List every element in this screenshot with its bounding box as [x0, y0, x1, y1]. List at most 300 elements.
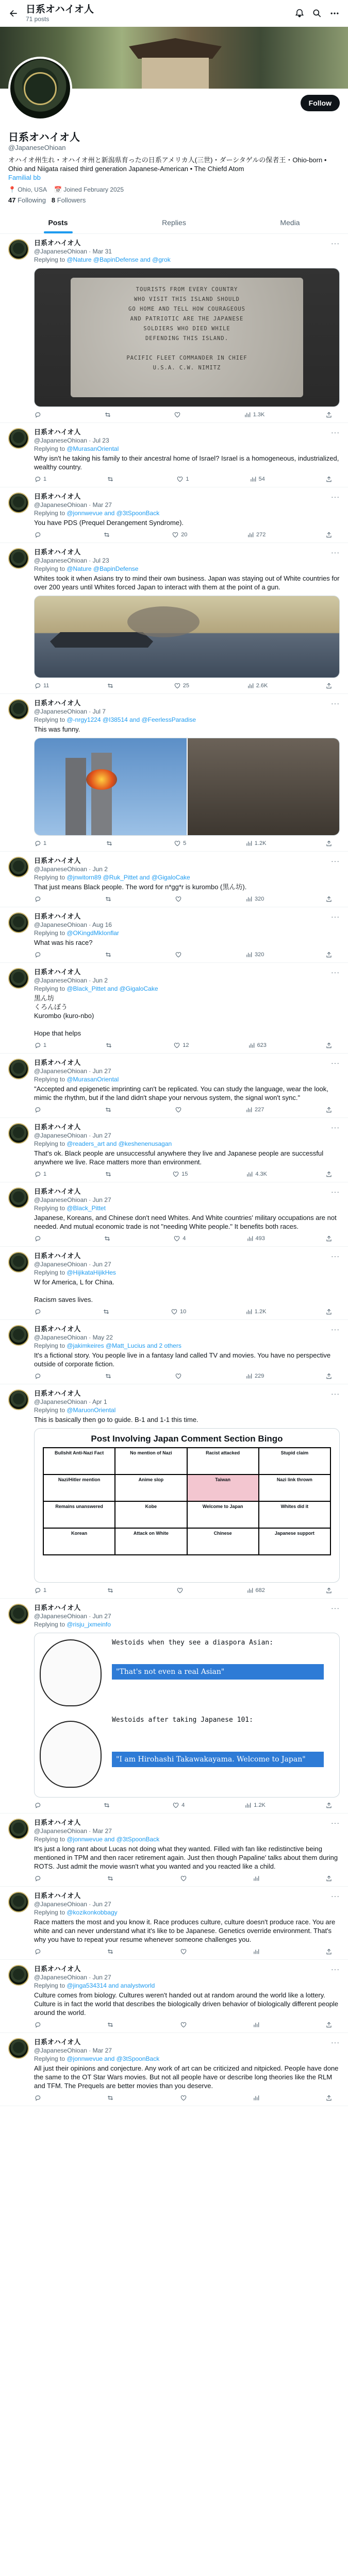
reply-button[interactable]: [34, 411, 43, 418]
tweet-avatar[interactable]: [8, 699, 29, 720]
tweet-handle[interactable]: @JapaneseOhioan: [34, 437, 87, 444]
tweet-more-icon[interactable]: ···: [331, 1965, 340, 1973]
views-button[interactable]: [245, 951, 264, 958]
tab-media[interactable]: Media: [280, 218, 300, 227]
retweet-button[interactable]: [107, 1587, 116, 1594]
tweet[interactable]: [0, 487, 348, 543]
share-button[interactable]: [325, 1587, 335, 1594]
tweet-handle[interactable]: @JapaneseOhioan: [34, 1132, 87, 1139]
followers-label[interactable]: Followers: [57, 196, 86, 204]
tweet-handle[interactable]: @JapaneseOhioan: [34, 2047, 87, 2054]
retweet-button[interactable]: [105, 1372, 114, 1380]
tweet-avatar[interactable]: [8, 1252, 29, 1273]
tweet-avatar[interactable]: [8, 1123, 29, 1144]
tweet-avatar[interactable]: [8, 912, 29, 933]
reply-button[interactable]: [34, 895, 43, 903]
tweet-date[interactable]: Jun 27: [92, 1261, 111, 1268]
share-button[interactable]: [325, 840, 335, 847]
like-button[interactable]: [180, 2021, 189, 2028]
tweet-date[interactable]: Mar 31: [92, 248, 112, 255]
like-icon: [173, 1235, 180, 1242]
tweet-handle[interactable]: @JapaneseOhioan: [34, 1261, 87, 1268]
tab-posts[interactable]: Posts: [0, 211, 116, 233]
tweet-avatar[interactable]: [8, 428, 29, 449]
tweet-text: This was funny.: [34, 725, 80, 733]
tweet-actions: [34, 1171, 340, 1178]
tweet-more-icon[interactable]: ···: [331, 2038, 340, 2046]
tweet-handle[interactable]: @JapaneseOhioan: [34, 921, 87, 928]
reply-target[interactable]: @readers_art and @keshenenusagan: [67, 1140, 172, 1147]
tweet-actions: [34, 476, 340, 483]
share-button[interactable]: [325, 1372, 335, 1380]
share-button[interactable]: [325, 1042, 335, 1049]
bell-icon[interactable]: [294, 8, 305, 19]
share-button[interactable]: [325, 1235, 335, 1242]
tweet-date[interactable]: May 22: [92, 1334, 113, 1341]
tweet-actions: [34, 1106, 340, 1113]
tweet-author-name[interactable]: 日系オハイオ人: [34, 968, 81, 976]
tweet-avatar[interactable]: [8, 493, 29, 513]
retweet-icon: [106, 840, 113, 847]
share-button[interactable]: [325, 1948, 335, 1955]
tweet-more-icon[interactable]: ···: [331, 1059, 340, 1067]
views-button[interactable]: [253, 2021, 262, 2028]
retweet-button[interactable]: [105, 895, 114, 903]
retweet-button[interactable]: [105, 951, 114, 958]
like-button[interactable]: [180, 1875, 189, 1882]
reply-target[interactable]: @MurasanOriental: [67, 445, 119, 452]
tweet-date[interactable]: Jul 7: [92, 708, 106, 715]
tweet[interactable]: [0, 1814, 348, 1887]
share-icon: [325, 531, 333, 538]
retweet-button[interactable]: [103, 1802, 112, 1809]
like-button[interactable]: [175, 1372, 184, 1380]
share-button[interactable]: [325, 2021, 335, 2028]
tweet-avatar[interactable]: [8, 1188, 29, 1208]
tweet-handle[interactable]: @JapaneseOhioan: [34, 557, 87, 564]
tweet-more-icon[interactable]: ···: [331, 1123, 340, 1131]
like-button[interactable]: [180, 1948, 189, 1955]
retweet-button[interactable]: [107, 682, 116, 689]
tweet[interactable]: [0, 1960, 348, 2033]
tweet-date[interactable]: Aug 16: [92, 921, 112, 928]
tweet-avatar[interactable]: [8, 1892, 29, 1912]
tweet-handle-date: @JapaneseOhioan · Jun 27: [34, 1974, 111, 1981]
tweet-author-name[interactable]: 日系オハイオ人: [34, 1188, 81, 1195]
tweet-actions: [34, 1042, 340, 1049]
tweet-author-name[interactable]: 日系オハイオ人: [34, 912, 81, 920]
reply-target[interactable]: @Nature @BapinDefense and @grok: [67, 256, 171, 263]
tweet-avatar[interactable]: [8, 1389, 29, 1410]
tweet-avatar[interactable]: [8, 239, 29, 260]
tweet-handle[interactable]: @JapaneseOhioan: [34, 708, 87, 715]
reply-target[interactable]: @-nrgy1224 @I38514 and @FeerlessParadise: [67, 716, 196, 723]
bingo-cell-text: Remains unanswered: [55, 1504, 103, 1509]
action-count: 623: [257, 1042, 267, 1048]
reply-icon: [34, 1875, 41, 1882]
tweet-avatar[interactable]: [8, 1604, 29, 1624]
views-button[interactable]: [246, 1171, 267, 1178]
tweet-date[interactable]: Jun 2: [92, 977, 108, 984]
views-button[interactable]: [253, 2094, 262, 2102]
bio-link[interactable]: Familial bb: [8, 174, 41, 181]
plaque-line: TOURISTS FROM EVERY COUNTRY: [136, 286, 238, 293]
tweet-author-name[interactable]: 日系オハイオ人: [34, 239, 81, 247]
tweet-author-name[interactable]: 日系オハイオ人: [34, 1965, 81, 1973]
tweet-more-icon[interactable]: ···: [331, 699, 340, 707]
action-count: 272: [256, 532, 266, 538]
action-count: 15: [181, 1171, 188, 1177]
reply-button[interactable]: [34, 1802, 43, 1809]
views-icon: [246, 1171, 253, 1178]
bingo-cell: [44, 1502, 114, 1528]
views-icon: [244, 411, 251, 418]
share-button[interactable]: [325, 531, 335, 538]
reply-button[interactable]: [34, 1372, 43, 1380]
reply-button[interactable]: [34, 2021, 43, 2028]
tweet[interactable]: [0, 1887, 348, 1960]
like-button[interactable]: [175, 895, 184, 903]
bingo-cell-text: No mention of Nazi: [130, 1450, 172, 1455]
like-button[interactable]: [173, 1042, 189, 1049]
reply-button[interactable]: [34, 1106, 43, 1113]
wojak-face-1: [40, 1639, 102, 1706]
tweet-date[interactable]: Jun 27: [92, 1974, 111, 1981]
tweet-handle[interactable]: @JapaneseOhioan: [34, 1827, 87, 1835]
tweet-body: [34, 1252, 340, 1315]
tweet-handle-date: @JapaneseOhioan · Jun 27: [34, 1132, 111, 1139]
tweet-text: What was his race?: [34, 939, 93, 946]
retweet-button[interactable]: [107, 1948, 116, 1955]
reply-icon: [34, 1802, 41, 1809]
retweet-button[interactable]: [104, 1235, 113, 1242]
retweet-button[interactable]: [104, 411, 113, 418]
share-button[interactable]: [325, 1308, 335, 1315]
tweet[interactable]: [0, 1182, 348, 1247]
timeline: [0, 234, 348, 2106]
reply-target[interactable]: @Black_Pittet: [67, 1205, 106, 1212]
tweet-body: [34, 1188, 340, 1242]
fireball: [86, 769, 117, 790]
reply-icon: [34, 840, 41, 847]
tweet[interactable]: [0, 1247, 348, 1320]
tab-replies[interactable]: Replies: [162, 218, 186, 227]
reply-target[interactable]: @jonnwevue and @3tSpoonBack: [67, 1836, 160, 1843]
views-button[interactable]: [248, 1042, 267, 1049]
reply-target[interactable]: @MurasanOriental: [67, 1076, 119, 1083]
share-button[interactable]: [325, 1171, 335, 1178]
reply-button[interactable]: [34, 1171, 46, 1178]
tweet-avatar[interactable]: [8, 1325, 29, 1346]
action-count: 10: [180, 1309, 187, 1315]
profile-avatar[interactable]: [8, 57, 72, 121]
reply-button[interactable]: [34, 1587, 46, 1594]
views-button[interactable]: [253, 1875, 262, 1882]
retweet-icon: [105, 1171, 112, 1178]
tweet-avatar[interactable]: [8, 548, 29, 569]
tweet-avatar[interactable]: [8, 857, 29, 877]
tweet-avatar[interactable]: [8, 1059, 29, 1079]
tweet-author-name[interactable]: 日系オハイオ人: [34, 1059, 81, 1066]
search-icon[interactable]: [312, 8, 322, 19]
reply-target[interactable]: @OKingdMkIonflar: [67, 929, 119, 937]
views-button[interactable]: [246, 1235, 265, 1242]
tweet-date[interactable]: Jul 23: [92, 437, 109, 444]
tweet-author-name[interactable]: 日系オハイオ人: [34, 548, 81, 556]
tweet-body: [34, 912, 340, 958]
tweet-more-icon[interactable]: ···: [331, 493, 340, 501]
bingo-cell: [44, 1475, 114, 1501]
like-button[interactable]: [173, 1235, 186, 1242]
retweet-button[interactable]: [107, 1875, 116, 1882]
tweet[interactable]: [0, 1054, 348, 1118]
tweet-date[interactable]: Jun 27: [92, 1132, 111, 1139]
views-button[interactable]: [245, 895, 264, 903]
tweet-author-name[interactable]: 日系オハイオ人: [34, 2038, 81, 2046]
views-button[interactable]: [253, 1948, 262, 1955]
tweet-handle[interactable]: @JapaneseOhioan: [34, 977, 87, 984]
share-button[interactable]: [325, 951, 335, 958]
like-button[interactable]: [174, 682, 189, 689]
share-button[interactable]: [325, 682, 335, 689]
tweet-handle[interactable]: @JapaneseOhioan: [34, 1334, 87, 1341]
views-button[interactable]: [245, 1106, 264, 1113]
reply-target[interactable]: @jakimkeires @Matt_Lucius and 2 others: [67, 1342, 181, 1349]
tweet-author-name[interactable]: 日系オハイオ人: [34, 857, 81, 865]
like-button[interactable]: [172, 1802, 185, 1809]
tweet-media-twin[interactable]: [34, 738, 340, 836]
reply-button[interactable]: [34, 1042, 46, 1049]
tweet-date[interactable]: Mar 27: [92, 1827, 112, 1835]
retweet-button[interactable]: [106, 840, 115, 847]
tweet-more-icon[interactable]: ···: [331, 1252, 340, 1260]
reply-button[interactable]: [34, 476, 46, 483]
reply-button[interactable]: [34, 1948, 43, 1955]
like-button[interactable]: [176, 476, 189, 483]
reply-target[interactable]: @jonnwevue and @3tSpoonBack: [67, 2055, 160, 2062]
action-count: 11: [43, 683, 49, 689]
like-button[interactable]: [172, 1171, 188, 1178]
following-label[interactable]: Following: [18, 196, 46, 204]
share-icon: [325, 2021, 333, 2028]
tweet-avatar[interactable]: [8, 968, 29, 989]
tweet-more-icon[interactable]: ···: [331, 1325, 340, 1333]
reply-target[interactable]: @risju_jxmeinfo: [67, 1621, 111, 1628]
tweet-handle[interactable]: @JapaneseOhioan: [34, 866, 87, 873]
views-button[interactable]: [247, 682, 268, 689]
profile-name: 日系オハイオ人: [8, 132, 80, 143]
tweet-body: [34, 1892, 340, 1955]
tweet-more-icon[interactable]: ···: [331, 548, 340, 556]
reply-target[interactable]: @Black_Pittet and @GigaloCake: [67, 985, 158, 992]
tweet[interactable]: [0, 1599, 348, 1814]
retweet-button[interactable]: [107, 2021, 116, 2028]
tweet-date[interactable]: Mar 27: [92, 2047, 112, 2054]
tweet-more-icon[interactable]: ···: [331, 239, 340, 247]
tweet-more-icon[interactable]: ···: [331, 1188, 340, 1196]
tweet-date[interactable]: Jun 27: [92, 1901, 111, 1908]
tweet-date[interactable]: Jun 27: [92, 1196, 111, 1204]
like-button[interactable]: [180, 2094, 189, 2102]
tweet-author-name[interactable]: 日系オハイオ人: [34, 1123, 81, 1131]
tweet[interactable]: [0, 543, 348, 694]
tweet-handle[interactable]: @JapaneseOhioan: [34, 248, 87, 255]
tweet-media-ships[interactable]: [34, 596, 340, 678]
tweet-handle[interactable]: @JapaneseOhioan: [34, 1398, 87, 1405]
reply-target[interactable]: @jonnwevue and @3tSpoonBack: [67, 510, 160, 517]
tweet[interactable]: [0, 234, 348, 423]
reply-button[interactable]: [34, 2094, 43, 2102]
share-button[interactable]: [325, 2094, 335, 2102]
tweet-handle[interactable]: @JapaneseOhioan: [34, 1613, 87, 1620]
retweet-button[interactable]: [105, 1106, 114, 1113]
reply-button[interactable]: [34, 1308, 43, 1315]
tweet-date[interactable]: Mar 27: [92, 501, 112, 509]
bingo-cell: [44, 1529, 114, 1554]
tweet-body: [34, 493, 340, 538]
tweet-handle[interactable]: @JapaneseOhioan: [34, 1196, 87, 1204]
tweet-media-bingo[interactable]: [34, 1428, 340, 1583]
like-button[interactable]: [172, 531, 187, 538]
tweet-author-name[interactable]: 日系オハイオ人: [34, 699, 81, 707]
meme-bubble-2: "I am Hirohashi Takawakayama. Welcome to Japan": [112, 1752, 324, 1767]
retweet-button[interactable]: [107, 476, 116, 483]
tweet-author-name[interactable]: 日系オハイオ人: [34, 1819, 81, 1826]
tweet[interactable]: [0, 694, 348, 852]
like-button[interactable]: [174, 411, 183, 418]
retweet-button[interactable]: [107, 2094, 116, 2102]
like-button[interactable]: [176, 1587, 186, 1594]
tweet-author-name[interactable]: 日系オハイオ人: [34, 1325, 81, 1333]
tweet-avatar[interactable]: [8, 2038, 29, 2059]
tweet-handle[interactable]: @JapaneseOhioan: [34, 1974, 87, 1981]
follow-button[interactable]: Follow: [301, 95, 340, 111]
like-button[interactable]: [175, 951, 184, 958]
tweet-media-stone[interactable]: [34, 268, 340, 407]
tweet-date[interactable]: Jun 27: [92, 1613, 111, 1620]
following-count[interactable]: 47: [8, 196, 16, 204]
reply-button[interactable]: [34, 531, 43, 538]
tweet[interactable]: [0, 1118, 348, 1182]
views-button[interactable]: [246, 1587, 265, 1594]
tweet[interactable]: [0, 1320, 348, 1384]
share-icon: [325, 951, 333, 958]
reply-button[interactable]: [34, 951, 43, 958]
views-button[interactable]: [245, 1372, 264, 1380]
tweet-handle[interactable]: @JapaneseOhioan: [34, 501, 87, 509]
tweet-date[interactable]: Apr 1: [92, 1398, 107, 1405]
tweet-media-westoid[interactable]: [34, 1633, 340, 1798]
tweet-author-name[interactable]: 日系オハイオ人: [34, 493, 81, 500]
views-button[interactable]: [245, 840, 267, 847]
tweet[interactable]: [0, 852, 348, 907]
tweet-more-icon[interactable]: ···: [331, 1389, 340, 1398]
tweet-more-icon[interactable]: ···: [331, 857, 340, 865]
views-button[interactable]: [245, 1308, 267, 1315]
retweet-button[interactable]: [103, 531, 112, 538]
views-button[interactable]: [244, 1802, 266, 1809]
joined-text: Joined February 2025: [63, 186, 124, 193]
views-button[interactable]: [250, 476, 265, 483]
tweet-body: [34, 1965, 340, 2028]
share-button[interactable]: [325, 1802, 335, 1809]
tweet[interactable]: [0, 423, 348, 487]
tweet-text: That's ok. Black people are unsuccessful anywhere they live and Japanese people are successful anywhere we live. Race matters more than environment.: [34, 1149, 324, 1166]
share-icon: [325, 682, 333, 689]
reply-target[interactable]: @jinga534314 and analystworld: [67, 1982, 155, 1989]
tweet-author-name[interactable]: 日系オハイオ人: [34, 1389, 81, 1397]
views-icon: [247, 531, 254, 538]
tweet[interactable]: [0, 2033, 348, 2106]
reply-button[interactable]: [34, 1875, 43, 1882]
reply-target[interactable]: @MaruonOriental: [67, 1406, 116, 1414]
tweet[interactable]: [0, 1384, 348, 1599]
tweet-more-icon[interactable]: ···: [331, 1819, 340, 1827]
reply-target[interactable]: @HijikataHijikHes: [67, 1269, 116, 1276]
reply-button[interactable]: [34, 682, 49, 689]
tweet-text: It's just a long rant about Lucas not doing what they wanted. Filled with fan like redistinctive being mentioned in TPM and then racer retirement again. Just then though Papaline' talks about them during ROTS. Just admit the movie wasn't what you wanted and you reacted like a child.: [34, 1845, 338, 1870]
views-button[interactable]: [244, 411, 265, 418]
tweet-avatar[interactable]: [8, 1965, 29, 1986]
back-arrow-icon[interactable]: [8, 8, 19, 19]
tweet-more-icon[interactable]: ···: [331, 1892, 340, 1900]
retweet-icon: [105, 1106, 112, 1113]
reply-target[interactable]: @Nature @BapinDefense: [67, 565, 139, 572]
share-button[interactable]: [325, 1106, 335, 1113]
tweet[interactable]: [0, 963, 348, 1054]
reply-target[interactable]: @jnwitorn89 @Ruk_Pittet and @GigaloCake: [67, 874, 190, 881]
retweet-button[interactable]: [105, 1171, 114, 1178]
reply-button[interactable]: [34, 840, 46, 847]
tweet-handle[interactable]: @JapaneseOhioan: [34, 1067, 87, 1075]
plaque-line: GO HOME AND TELL HOW COURAGEOUS: [128, 306, 245, 312]
tweet-author-name[interactable]: 日系オハイオ人: [34, 428, 81, 436]
share-button[interactable]: [325, 895, 335, 903]
tweet-handle[interactable]: @JapaneseOhioan: [34, 1901, 87, 1908]
bingo-cell-text: Korean: [71, 1531, 88, 1536]
views-button[interactable]: [247, 531, 266, 538]
tweet-author-name[interactable]: 日系オハイオ人: [34, 1892, 81, 1900]
retweet-button[interactable]: [105, 1042, 114, 1049]
tweet-author-name[interactable]: 日系オハイオ人: [34, 1604, 81, 1612]
tweet-date[interactable]: Jun 27: [92, 1067, 111, 1075]
tweet-more-icon[interactable]: ···: [331, 968, 340, 976]
tweet[interactable]: [0, 907, 348, 963]
reply-button[interactable]: [34, 1235, 43, 1242]
tweet-more-icon[interactable]: ···: [331, 428, 340, 436]
followers-count[interactable]: 8: [51, 196, 56, 204]
share-button[interactable]: [325, 1875, 335, 1882]
bingo-cell: [188, 1475, 258, 1501]
reply-target[interactable]: @kozikonkobbagy: [67, 1909, 118, 1916]
share-button[interactable]: [325, 476, 335, 483]
share-button[interactable]: [325, 411, 335, 418]
tweet-date[interactable]: Jun 2: [92, 866, 108, 873]
tweet-more-icon[interactable]: ···: [331, 912, 340, 921]
more-icon[interactable]: [329, 8, 340, 19]
retweet-button[interactable]: [103, 1308, 112, 1315]
tweet-author-name[interactable]: 日系オハイオ人: [34, 1252, 81, 1260]
action-count: 1: [43, 840, 47, 846]
reply-icon: [34, 1587, 41, 1594]
tweet-date[interactable]: Jul 23: [92, 557, 109, 564]
tweet-more-icon[interactable]: ···: [331, 1604, 340, 1612]
like-button[interactable]: [174, 840, 186, 847]
like-button[interactable]: [171, 1308, 186, 1315]
action-count: 4: [181, 1802, 185, 1808]
tweet-avatar[interactable]: [8, 1819, 29, 1839]
like-button[interactable]: [175, 1106, 184, 1113]
